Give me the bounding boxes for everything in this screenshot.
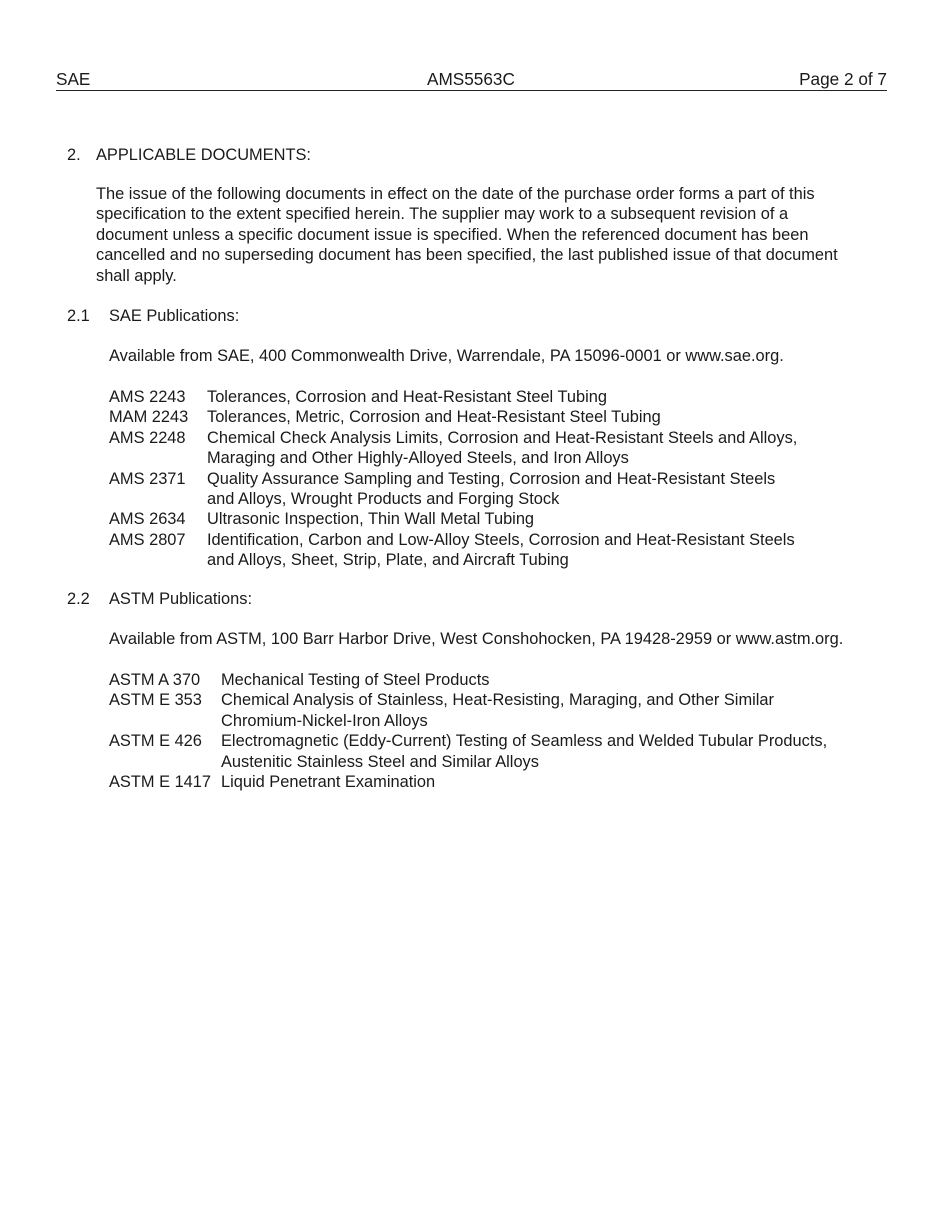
reference-item — [109, 469, 889, 510]
reference-code: AMS 2371 — [109, 469, 186, 488]
reference-title — [207, 509, 534, 529]
reference-title — [207, 407, 661, 427]
astm-reference-list — [109, 670, 889, 792]
reference-title — [207, 469, 775, 510]
reference-title-line: Liquid Penetrant Examination — [221, 772, 436, 791]
reference-title — [221, 731, 827, 772]
reference-code: ASTM E 353 — [109, 691, 202, 710]
header-document-number: AMS5563C — [427, 69, 515, 89]
reference-title-line: Chemical Analysis of Stainless, Heat-Resisting, Maraging, and Other Similar — [221, 691, 774, 710]
section-title: APPLICABLE DOCUMENTS: — [96, 146, 311, 164]
reference-item — [109, 509, 889, 529]
reference-item — [109, 772, 889, 792]
reference-title — [207, 530, 795, 571]
reference-code: AMS 2243 — [109, 388, 186, 406]
paragraph-line: cancelled and no superseding document has been specified, the last published issue of that document — [96, 246, 838, 265]
section-title: ASTM Publications: — [109, 590, 253, 608]
reference-title-line: Chromium-Nickel-Iron Alloys — [221, 711, 428, 730]
header-organization: SAE — [56, 69, 91, 89]
sae-reference-list — [109, 387, 889, 571]
astm-availability: Available from ASTM, 100 Barr Harbor Drive, West Conshohocken, PA 19428-2959 or www.astm.org. — [109, 630, 844, 648]
reference-item — [109, 428, 889, 469]
section-number: 2. — [67, 146, 81, 164]
reference-code: ASTM E 426 — [109, 732, 202, 751]
section-title: SAE Publications: — [109, 307, 240, 325]
reference-title-line: Identification, Carbon and Low-Alloy Steels, Corrosion and Heat-Resistant Steels — [207, 530, 795, 549]
reference-code: MAM 2243 — [109, 408, 189, 427]
reference-title-line: Tolerances, Corrosion and Heat-Resistant Steel Tubing — [207, 388, 607, 406]
reference-item — [109, 387, 889, 407]
section-2-paragraph — [96, 184, 886, 286]
paragraph-line: specification to the extent specified herein. The supplier may work to a subsequent revision of a — [96, 205, 789, 224]
reference-item — [109, 690, 889, 731]
reference-title-line: Mechanical Testing of Steel Products — [221, 671, 490, 689]
reference-title — [221, 772, 435, 792]
reference-title — [221, 690, 774, 731]
reference-code: ASTM E 1417 — [109, 772, 212, 791]
reference-title-line: Electromagnetic (Eddy-Current) Testing of Seamless and Welded Tubular Products, — [221, 732, 828, 751]
page-header — [56, 69, 887, 91]
reference-title-line: Austenitic Stainless Steel and Similar Alloys — [221, 752, 539, 771]
reference-title-line: Maraging and Other Highly-Alloyed Steels, and Iron Alloys — [207, 449, 629, 468]
paragraph-line: The issue of the following documents in effect on the date of the purchase order forms a part of this — [96, 185, 815, 203]
reference-title-line: and Alloys, Sheet, Strip, Plate, and Aircraft Tubing — [207, 551, 569, 570]
reference-title — [221, 670, 489, 690]
sae-availability: Available from SAE, 400 Commonwealth Drive, Warrendale, PA 15096-0001 or www.sae.org. — [109, 347, 784, 365]
reference-title — [207, 387, 607, 407]
reference-title — [207, 428, 797, 469]
reference-code: ASTM A 370 — [109, 671, 201, 689]
section-number: 2.1 — [67, 307, 90, 325]
reference-title-line: Ultrasonic Inspection, Thin Wall Metal Tubing — [207, 510, 535, 529]
reference-item — [109, 670, 889, 690]
reference-code: AMS 2807 — [109, 530, 186, 549]
reference-item — [109, 731, 889, 772]
reference-title-line: Tolerances, Metric, Corrosion and Heat-Resistant Steel Tubing — [207, 408, 661, 427]
paragraph-line: document unless a specific document issue is specified. When the referenced document has been — [96, 225, 809, 244]
reference-item — [109, 530, 889, 571]
reference-code: AMS 2248 — [109, 428, 186, 447]
reference-item — [109, 407, 889, 427]
reference-title-line: and Alloys, Wrought Products and Forging Stock — [207, 489, 560, 508]
section-number: 2.2 — [67, 590, 90, 608]
reference-title-line: Chemical Check Analysis Limits, Corrosion and Heat-Resistant Steels and Alloys, — [207, 428, 798, 447]
reference-title-line: Quality Assurance Sampling and Testing, Corrosion and Heat-Resistant Steels — [207, 469, 776, 488]
reference-code: AMS 2634 — [109, 510, 186, 529]
paragraph-line: shall apply. — [96, 266, 177, 285]
header-page-number: Page 2 of 7 — [799, 69, 887, 89]
